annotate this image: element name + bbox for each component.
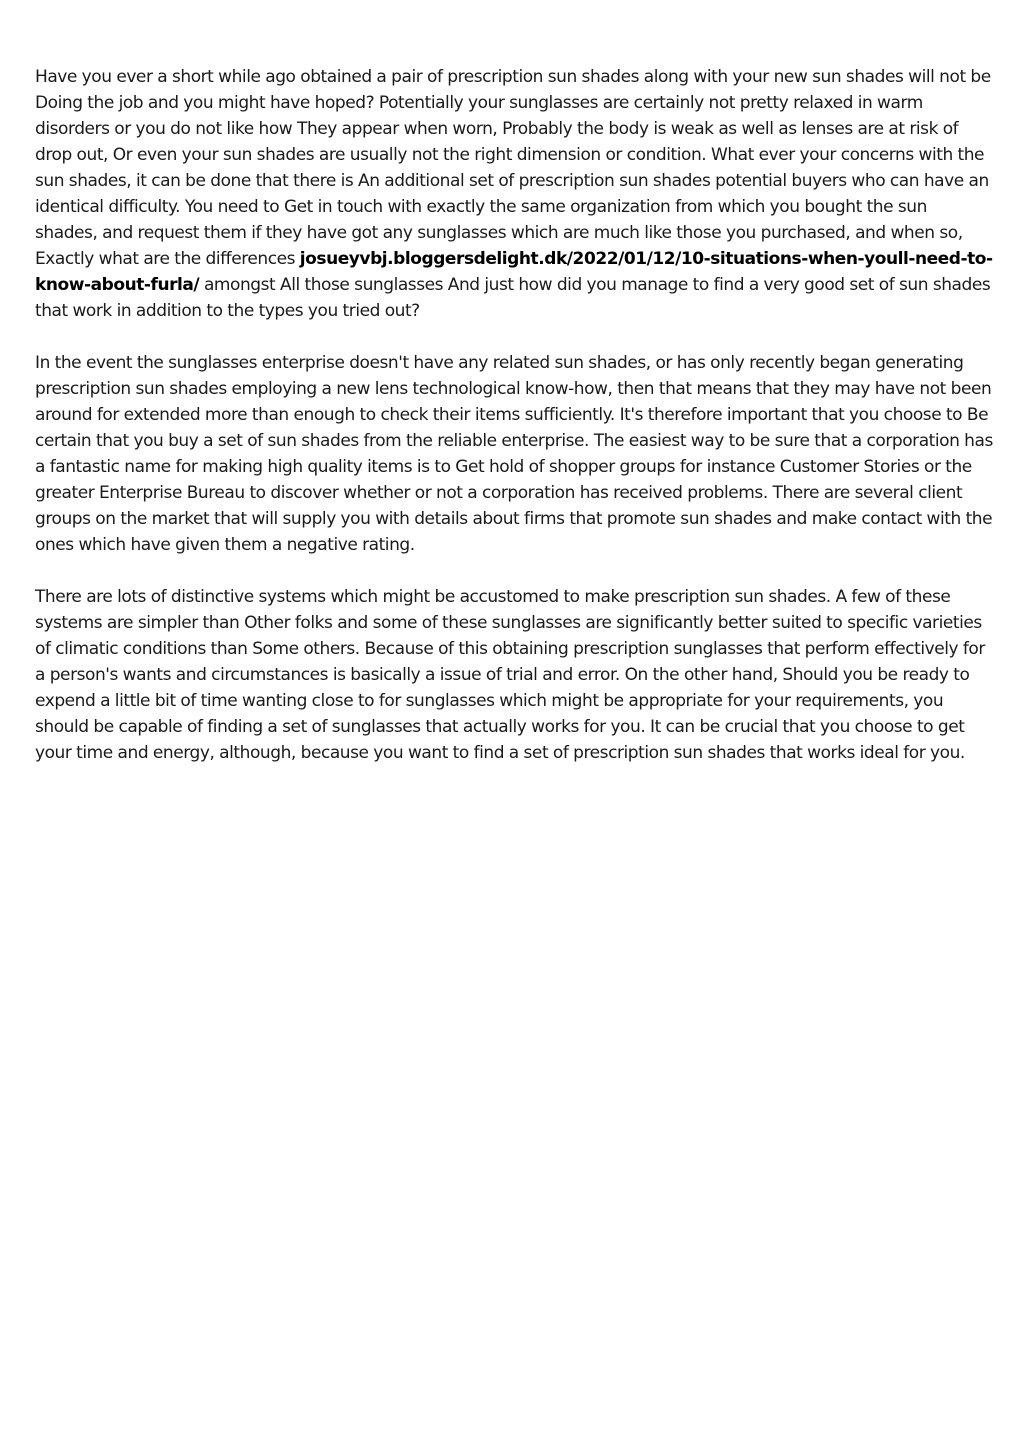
paragraph-3: There are lots of distinctive systems which might be accustomed to make prescription sun shades. A few of these systems are simpler than Other folks and some of these sunglasses are significantly better suited to specific varieties of climatic conditions than Some others. Because of this obtaining prescription sunglasses that perform effectively for a person's wants and circumstances is basically a issue of trial and error. On the other hand, Should you be ready to expend a little bit of time wanting close to for sunglasses which might be appropriate for your requirements, you should be capable of finding a set of sunglasses that actually works for you. It can be crucial that you choose to get your time and energy, although, because you want to find a set of prescription sun shades that works ideal for you. bbox=[35, 587, 985, 763]
paragraph-1 bbox=[35, 64, 993, 324]
paragraph-1-text-before: Have you ever a short while ago obtained a pair of prescription sun shades along with your new sun shades will not be Doing the job and you might have hoped? Potentially your sunglasses are certainly not pretty relaxed in warm disorders or you do not like how They appear when worn, Probably the body is weak as well as lenses are at risk of drop out, Or even your sun shades are usually not the right dimension or condition. What ever your concerns with the sun shades, it can be done that there is An additional set of prescription sun shades potential buyers who can have an identical difficulty. You need to Get in touch with exactly the same organization from which you bought the sun shades, and request them if they have got any sunglasses which are much like those you purchased, and when so, Exactly what are the differences bbox=[35, 67, 991, 269]
article-link[interactable]: josueyvbj.bloggersdelight.dk/2022/01/12/10-situations-when-youll-need-to-know-about-furla/ bbox=[35, 249, 993, 295]
paragraph-2: In the event the sunglasses enterprise doesn't have any related sun shades, or has only recently began generating prescription sun shades employing a new lens technological know-how, then that means that they may have not been around for extended more than enough to check their items sufficiently. It's therefore important that you choose to Be certain that you buy a set of sun shades from the reliable enterprise. The easiest way to be sure that a corporation has a fantastic name for making high quality items is to Get hold of shopper groups for instance Customer Stories or the greater Enterprise Bureau to discover whether or not a corporation has received problems. There are several client groups on the market that will supply you with details about firms that promote sun shades and make contact with the ones which have given them a negative rating. bbox=[35, 353, 993, 555]
document-body bbox=[35, 64, 993, 792]
paragraph-1-text-after: amongst All those sunglasses And just how did you manage to find a very good set of sun shades that work in addition to the types you tried out? bbox=[35, 275, 991, 321]
